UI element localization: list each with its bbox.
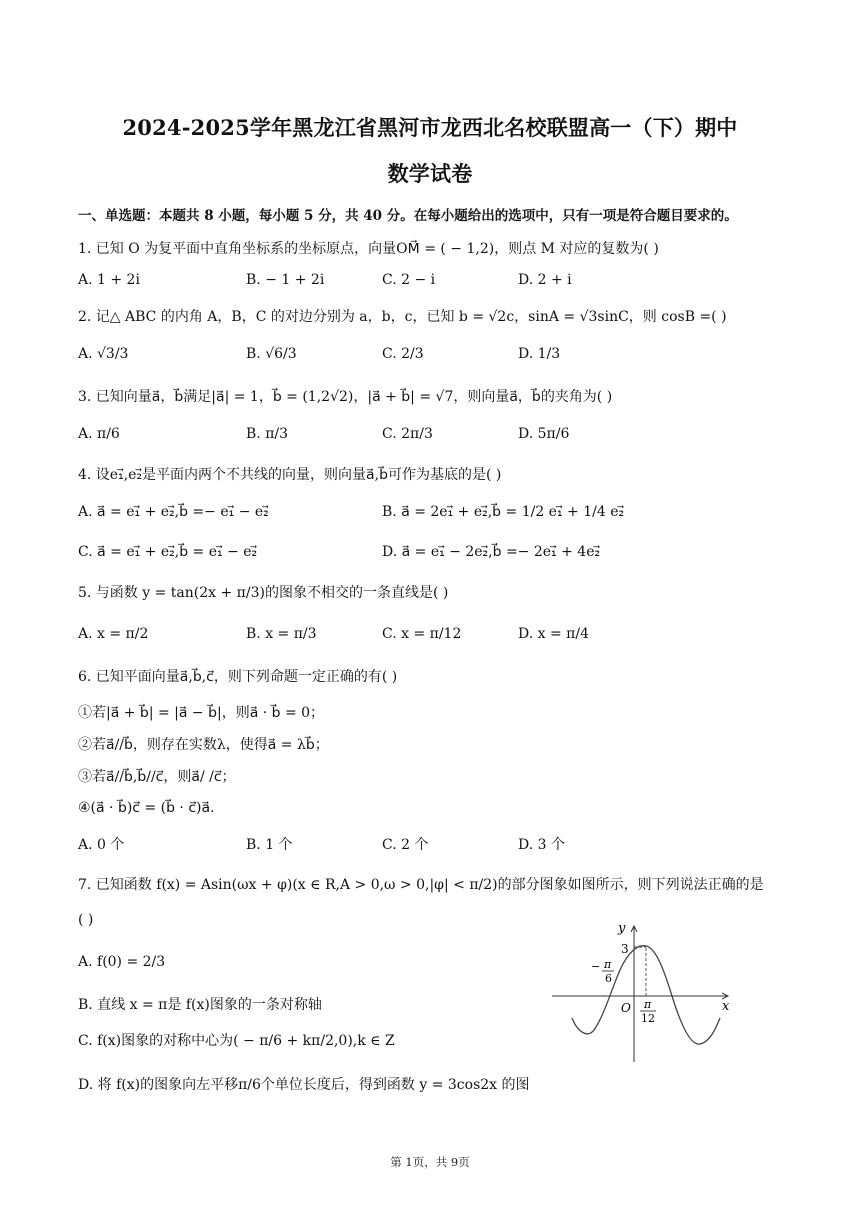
x-tick-neg-den: 6 (605, 972, 612, 985)
q5-option-b: B. x = π/3 (246, 626, 317, 642)
q6-option-c: C. 2 个 (382, 837, 429, 853)
page-title: 2024-2025学年黑龙江省黑河市龙西北名校联盟高一（下）期中 (122, 115, 738, 140)
x-tick-pos-den: 12 (641, 1012, 655, 1025)
q6-item-1: ①若|a⃗ + b⃗| = |a⃗ − b⃗|，则a⃗ · b⃗ = 0； (78, 705, 325, 721)
q5-option-a: A. x = π/2 (78, 626, 149, 642)
q7-option-d: D. 将 f(x)的图象向左平移π/6个单位长度后，得到函数 y = 3cos2x 的图 (78, 1077, 530, 1093)
question-5: 5. 与函数 y = tan(2x + π/3)的图象不相交的一条直线是( ) (78, 585, 449, 601)
origin-label: O (621, 1001, 631, 1015)
q2-option-a: A. √3/3 (78, 346, 129, 362)
q3-option-b: B. π/3 (246, 426, 289, 442)
q1-option-d: D. 2 + i (518, 272, 572, 288)
q3-option-c: C. 2π/3 (382, 426, 433, 442)
y-axis-label: y (618, 921, 626, 936)
q7-function-graph (548, 918, 738, 1066)
q1-option-c: C. 2 − i (382, 272, 436, 288)
question-3: 3. 已知向量a⃗，b⃗满足|a⃗| = 1，b⃗ = (1,2√2)，|a⃗ + b⃗| = √7，则向量a⃗，b⃗的夹角为( ) (78, 389, 613, 405)
q7-option-c: C. f(x)图象的对称中心为( − π/6 + kπ/2,0),k ∈ Z (78, 1033, 395, 1049)
q5-option-d: D. x = π/4 (518, 626, 589, 642)
q4-option-a: A. a⃗ = e₁⃗ + e₂⃗,b⃗ =− e₁⃗ − e₂⃗ (78, 504, 269, 520)
q7-option-b: B. 直线 x = π是 f(x)图象的一条对称轴 (78, 997, 322, 1013)
q2-option-d: D. 1/3 (518, 346, 561, 362)
q4-option-b: B. a⃗ = 2e₁⃗ + e₂⃗,b⃗ = 1/2 e₁⃗ + 1/4 e₂⃗ (382, 504, 625, 520)
q4-option-d: D. a⃗ = e₁⃗ − 2e₂⃗,b⃗ =− 2e₁⃗ + 4e₂⃗ (382, 544, 601, 560)
q1-option-b: B. − 1 + 2i (246, 272, 325, 288)
section-heading: 一、单选题：本题共 8 小题，每小题 5 分，共 40 分。在每小题给出的选项中，只有一项是符合题目要求的。 (78, 208, 738, 224)
q4-option-c: C. a⃗ = e₁⃗ + e₂⃗,b⃗ = e₁⃗ − e₂⃗ (78, 544, 258, 560)
q7-option-a: A. f(0) = 2/3 (78, 954, 166, 970)
page-subtitle: 数学试卷 (387, 161, 473, 186)
question-2: 2. 记△ ABC 的内角 A，B，C 的对边分别为 a，b，c，已知 b = √2c，sinA = √3sinC，则 cosB =( ) (78, 309, 727, 325)
question-4: 4. 设e₁⃗,e₂⃗是平面内两个不共线的向量，则向量a⃗,b⃗可作为基底的是( ) (78, 467, 502, 483)
question-7-cont: ( ) (78, 912, 94, 928)
question-1: 1. 已知 O 为复平面中直角坐标系的坐标原点，向量OM⃗ = ( − 1,2)，则点 M 对应的复数为( ) (78, 241, 659, 257)
q6-item-2: ②若a⃗//b⃗，则存在实数λ，使得a⃗ = λb⃗； (78, 737, 329, 753)
q1-option-a: A. 1 + 2i (78, 272, 140, 288)
q2-option-c: C. 2/3 (382, 346, 424, 362)
x-tick-neg-sign: − (591, 960, 601, 973)
page-footer: 第 1页，共 9页 (390, 1155, 470, 1169)
question-6: 6. 已知平面向量a⃗,b⃗,c⃗，则下列命题一定正确的有( ) (78, 669, 398, 685)
x-tick-pos-num: π (644, 998, 652, 1011)
q6-item-3: ③若a⃗//b⃗,b⃗//c⃗，则a⃗/ /c⃗； (78, 769, 236, 785)
q6-option-a: A. 0 个 (78, 837, 125, 853)
q5-option-c: C. x = π/12 (382, 626, 462, 642)
q6-item-4: ④(a⃗ · b⃗)c⃗ = (b⃗ · c⃗)a⃗. (78, 800, 215, 816)
question-7: 7. 已知函数 f(x) = Asin(ωx + φ)(x ∈ R,A > 0,ω > 0,|φ| < π/2)的部分图象如图所示，则下列说法正确的是 (78, 877, 764, 893)
q2-option-b: B. √6/3 (246, 346, 297, 362)
q3-option-d: D. 5π/6 (518, 426, 570, 442)
q6-option-b: B. 1 个 (246, 837, 293, 853)
q3-option-a: A. π/6 (78, 426, 120, 442)
x-tick-neg-num: π (604, 958, 612, 971)
q6-option-d: D. 3 个 (518, 837, 565, 853)
x-axis-label: x (722, 999, 730, 1014)
y-tick-label: 3 (621, 942, 629, 956)
